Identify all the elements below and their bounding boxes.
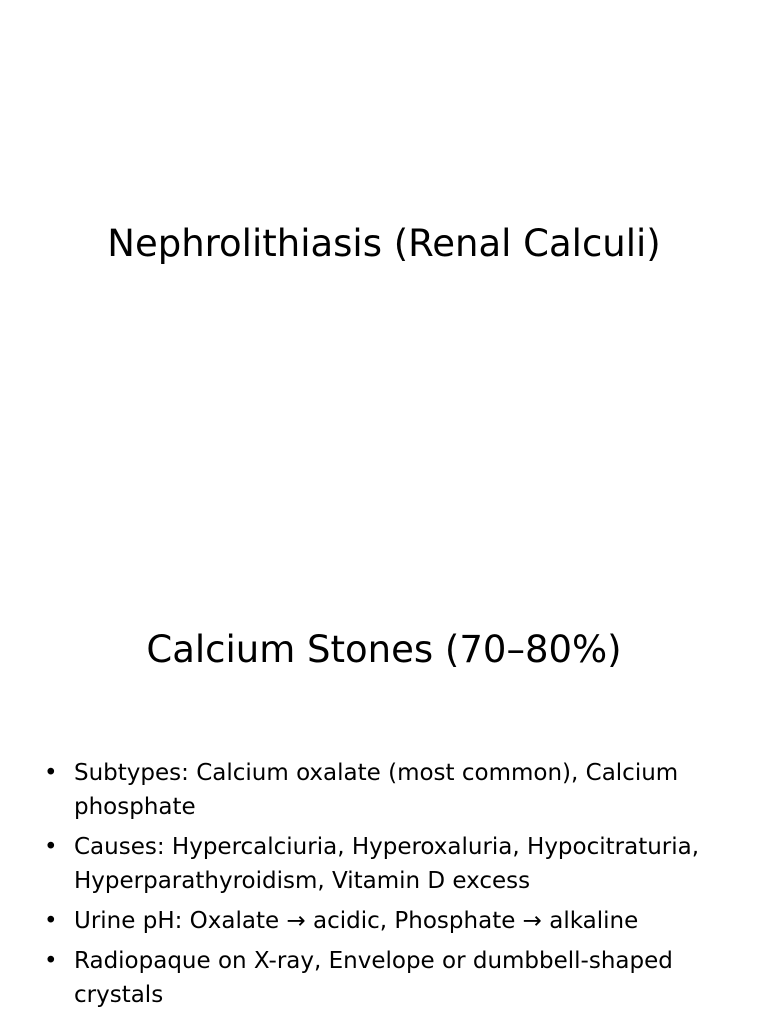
slide-title: Calcium Stones (70–80%) — [146, 628, 622, 671]
bullet-dot-icon: • — [44, 760, 58, 786]
bullet-dot-icon: • — [44, 948, 58, 974]
bullet-dot-icon: • — [44, 834, 58, 860]
bullet-text: Urine pH: Oxalate → acidic, Phosphate → alkaline — [74, 908, 639, 934]
bullet-item — [42, 830, 722, 898]
bullet-text: Subtypes: Calcium oxalate (most common), Calcium phosphate — [74, 760, 679, 820]
bullet-item — [42, 904, 722, 938]
slide-calcium-stones — [0, 512, 768, 1024]
bullet-item — [42, 756, 722, 824]
bullet-text: Radiopaque on X-ray, Envelope or dumbbell-shaped crystals — [74, 948, 673, 1008]
bullet-list — [42, 756, 722, 1018]
slide-title: Nephrolithiasis (Renal Calculi) — [107, 222, 661, 265]
bullet-text: Causes: Hypercalciuria, Hyperoxaluria, Hypocitraturia, Hyperparathyroidism, Vitamin D excess — [74, 834, 700, 894]
bullet-item — [42, 944, 722, 1012]
bullet-dot-icon: • — [44, 908, 58, 934]
